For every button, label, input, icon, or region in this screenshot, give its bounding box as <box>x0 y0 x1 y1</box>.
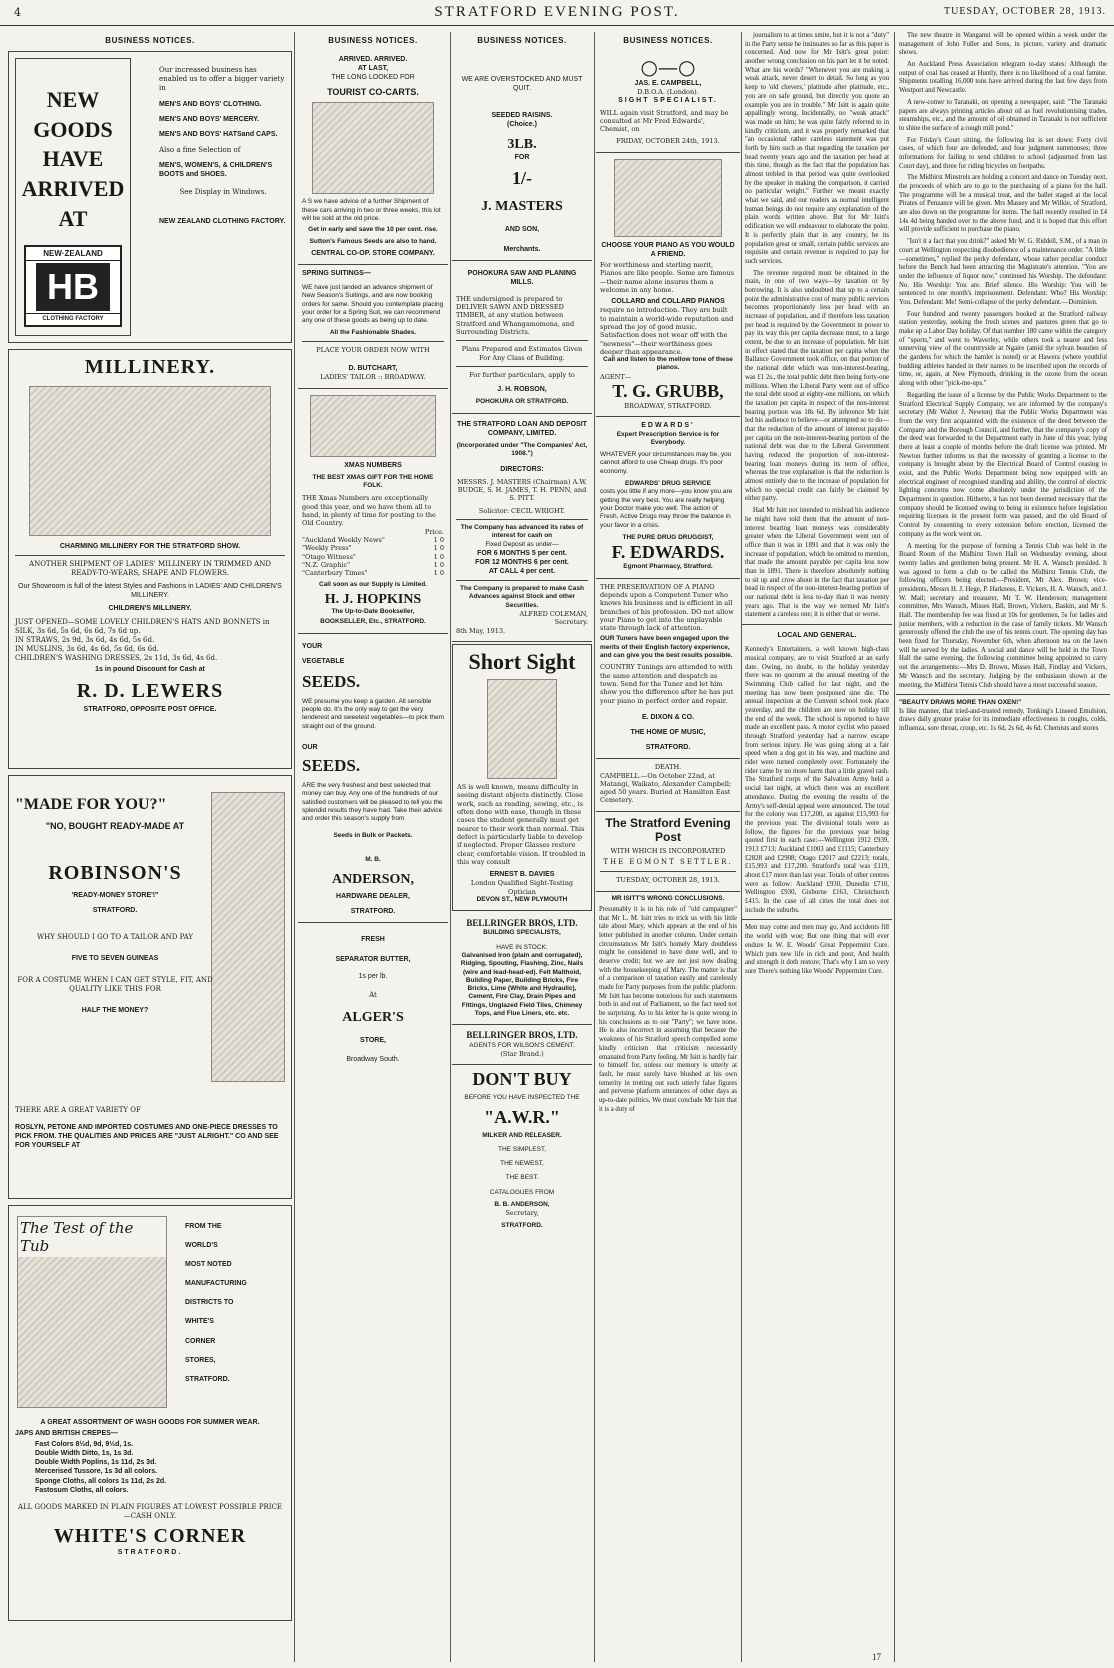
edwards-body: WHATEVER your circumstances may be, you cannot afford to use Cheap drugs. It's poor economy. <box>600 451 732 475</box>
preservation-body: THE PRESERVATION OF A PIANO depends upon a Competent Tuner who knows his business and is efficient in all branches of his profession. DO not allow your Piano to get into the unplayable state through lack of attention. <box>600 582 734 633</box>
nz-also: Also a fine Selection of <box>159 146 241 155</box>
death-body: CAMPBELL.—On October 22nd, at Matangi, Waikato, Alexander Campbell; aged 50 years. Buried at Hamilton East Cemetery. <box>600 771 732 805</box>
whites-line: Double Width Ditto, 1s, 1s 3d. <box>35 1450 134 1458</box>
collard-title: COLLARD and COLLARD PIANOS <box>611 298 725 306</box>
bellringer-sub: BUILDING SPECIALISTS, <box>483 929 561 937</box>
may-date: 8th May, 1913. <box>456 626 506 635</box>
bellringer-name: BELLRINGER BROS, LTD. <box>466 918 578 929</box>
nz-clothing-ad <box>8 51 292 343</box>
robinson-q: FOR A COSTUME WHEN I CAN GET STYLE, FIT, AND QUALITY LIKE THIS FOR <box>17 975 213 993</box>
whites-right: CORNER <box>185 1337 216 1345</box>
millinery-line: Our Showroom is full of the latest Styles and Fashions in LADIES' AND CHILDREN'S MILLINERY. <box>18 583 282 600</box>
nz-intro: Our increased business has enabled us to offer a bigger variety in <box>159 66 285 93</box>
price-row <box>302 569 444 577</box>
pohokura-body: THE undersigned is prepared to DELIVER SAWN AND DRESSED TIMBER, at any station between Stratford and Whangamomona, and Surrounding Districts. <box>456 294 575 337</box>
price-title: "Weekly Press" <box>302 544 352 553</box>
section-header: BUSINESS NOTICES. <box>328 36 418 45</box>
whites-right: STRATFORD. <box>185 1375 230 1383</box>
price-title: "Auckland Weekly News" <box>302 536 385 545</box>
price-row <box>302 544 444 552</box>
editorial-article <box>596 892 740 1115</box>
column-rule <box>594 32 595 1662</box>
pohokura-title: POHOKURA SAW AND PLANING MILLS. <box>467 269 577 286</box>
robinson-name: ROBINSON'S <box>48 862 182 885</box>
carts-get: Get in early and save the 10 per cent. rise. <box>308 226 438 234</box>
lewers-name: R. D. LEWERS <box>76 680 224 703</box>
price-value: 1 0 <box>433 560 444 569</box>
star-brand: (Star Brand.) <box>500 1049 544 1058</box>
tuners-text: OUR Tuners have been engaged upon the merits of their English factory experience, and can give you the best results possible. <box>600 635 733 660</box>
bellringer-name-2: BELLRINGER BROS, LTD. <box>466 1030 578 1041</box>
home-music: THE HOME OF MUSIC, <box>630 729 706 737</box>
column-rule <box>450 32 451 1662</box>
place-text: PLACE YOUR ORDER NOW WITH <box>316 346 430 355</box>
lend-text: The Company is prepared to make Cash Advances against Stock and other Securities. <box>460 585 584 609</box>
robinson-ad <box>8 775 292 1199</box>
column-4 <box>596 32 740 1662</box>
section-header: BUSINESS NOTICES. <box>477 36 567 45</box>
seeds-ad <box>298 634 448 924</box>
nz-item: MEN'S AND BOYS' CLOTHING. <box>159 101 262 109</box>
grubb-sub: BROADWAY, STRATFORD. <box>624 402 712 411</box>
logo-bottom-text: CLOTHING FACTORY <box>26 313 120 324</box>
butchart-name: D. BUTCHART, <box>348 365 398 373</box>
directors-title: DIRECTORS: <box>500 465 544 473</box>
people-illustration <box>310 395 436 457</box>
spring-title: SPRING SUITINGS— <box>302 270 371 278</box>
seeds-big: SEEDS. <box>302 671 361 691</box>
davies-sub: London Qualified Sight-Testing Optician <box>470 879 574 896</box>
fedwards-name: F. EDWARDS. <box>611 542 725 563</box>
spring-suitings-ad <box>298 265 448 389</box>
loan-ad <box>452 414 592 642</box>
campbell-dboa: D.B.O.A. (London). <box>637 88 699 97</box>
price-title: "Canterbury Times" <box>302 569 368 578</box>
mellow-text: Call and listen to the mellow tone of these pianos. <box>603 356 733 372</box>
xmas-title: XMAS NUMBERS <box>344 461 402 469</box>
co-carts-ad <box>298 51 448 265</box>
campbell-body: WILL again visit Stratford, and may be consulted at Mr Fred Edwards', Chemist, on <box>600 108 729 134</box>
davies-name: ERNEST B. DAVIES <box>489 871 555 879</box>
short-sight-ad <box>452 644 592 911</box>
spectacles-icon: ○—○ <box>640 55 696 79</box>
robinson-headline: "MADE FOR YOU?" <box>15 796 167 813</box>
bulk-text: Seeds in Bulk or Packets. <box>333 831 413 839</box>
piano-illustration <box>614 159 722 237</box>
price-value: 1 0 <box>433 544 444 553</box>
peppermint-cure-verse: Men may come and men may go, And accidents fill the world with woe; But one thing that will ever endure Is W. E. Woods' Great Peppermint Cure. Which puts new life in rich and poor, And health and strength it doth restore; That's why I am so very sure There's nothing like Woods' Peppermint Cure. <box>745 924 889 975</box>
news-paragraph: The Midhirst Minstrels are holding a concert and dance on Tuesday next, the proceeds of which are to go to the purchasing of a piano for the hall. The programme will be a musical treat, and the ballet staged at the local Pirates of Penzance will be given. Mrs Massey and Mr Wilkie, of Stratford, are also down on the programme for items. The hall recently resulted in £4 14s 4d being handed over to the above fund, and it is hoped that this effort will provide sufficient to purchase the piano. <box>899 174 1107 234</box>
rate-line: AT CALL 4 per cent. <box>488 568 556 576</box>
robinson-body: ROSLYN, PETONE AND IMPORTED COSTUMES AND ONE-PIECE DRESSES TO PICK FROM. THE QUALITIES AND PRICES ARE "JUST ALRIGHT." CO AND SEE FOR YOURSELF AT <box>15 1124 279 1150</box>
fixed-text: Fixed Deposit as under— <box>485 540 559 548</box>
paper-name: The Stratford Evening Post <box>605 815 731 844</box>
section-header: BUSINESS NOTICES. <box>105 36 195 45</box>
whites-line: Double Width Poplins, 1s 11d, 2s 3d. <box>35 1459 157 1467</box>
nz-items <box>159 101 287 138</box>
anderson-town: STRATFORD. <box>350 908 396 916</box>
butter-ad <box>298 923 448 1070</box>
man-portrait-illustration <box>487 679 557 779</box>
loan-incorp: (Incorporated under "The Companies' Act, 1908.") <box>456 441 588 458</box>
nz-display: See Display in Windows. <box>179 187 267 196</box>
secretary-text: Secretary. <box>554 618 588 627</box>
edwards-body-2: costs you little if any more—you know you are getting the very best. You are really helping your Doctor make you well. The action of Fresh, Active Drugs may throw the balance in your favor in a crisis. <box>600 488 733 529</box>
best-text: THE BEST. <box>505 1174 539 1182</box>
whites-right: MANUFACTURING <box>185 1280 247 1288</box>
whites-ad <box>8 1205 292 1621</box>
merchants-text: Merchants. <box>503 245 541 253</box>
price-row <box>302 561 444 569</box>
lady-costume-illustration <box>211 792 285 1082</box>
store-text: STORE, <box>360 1036 386 1044</box>
beauty-body: Is like manner, that tried-and-trusted remedy, Tonking's Linseed Emulsion, draws daily greater praise for its immediate effectiveness in coughs, colds, influenza, sore throat, croup, etc. 1s 6d, 2s 6d, 4s 6d. Chemists and stores <box>899 707 1107 732</box>
whites-name: WHITE'S CORNER <box>53 1524 247 1547</box>
further-text: For further particulars, apply to <box>469 371 575 380</box>
section-header: BUSINESS NOTICES. <box>623 36 713 45</box>
news-paragraph: "Isn't it a fact that you drink?" asked Mr W. G. Riddell, S.M., of a man in court at Wellington respecting disobedience of a maintenance order. "A little—sometimes," replied the perky defendant, whose rather peculiar conduct before the Bench had been attracting the Magistrate's attention. "You are under the influence of liquor now," continued his Worship. The defendant: No. His Worship: You are. Brief silence. His Worship: You will be sentenced to one month's imprisonment. Defendant: Who? His Worship: You. Defendant: Me! Semi-collapse of the perky defendant.—Dominion. <box>899 238 1107 306</box>
broadway-text: Broadway South. <box>346 1055 400 1063</box>
campbell-name: JAS. E. CAMPBELL, <box>634 80 702 87</box>
grubb-name: T. G. GRUBB, <box>612 381 724 402</box>
whites-right: DISTRICTS TO <box>185 1299 234 1307</box>
article-continued <box>742 32 892 620</box>
dixon-name: E. DIXON & CO. <box>641 713 695 721</box>
campbell-ad <box>596 51 740 153</box>
xmas-body: THE Xmas Numbers are exceptionally good this year, and we have them all to hand, in plenty of time for posting to the Old Country. <box>302 494 436 528</box>
loan-title: THE STRATFORD LOAN AND DEPOSIT COMPANY, LIMITED. <box>457 420 587 437</box>
price-text: 1/- <box>512 168 532 189</box>
price-header: Price. <box>424 527 444 536</box>
davies-address: DEVON ST., NEW PLYMOUTH <box>476 895 568 903</box>
carts-title: TOURIST CO-CARTS. <box>327 87 419 98</box>
at-text: At <box>369 990 377 999</box>
robinson-q: HALF THE MONEY? <box>81 1006 149 1014</box>
catalogues-text: CATALOGUES FROM <box>489 1188 555 1196</box>
whites-jap: JAPS AND BRITISH CREPES— <box>15 1430 118 1438</box>
millinery-illustration <box>29 386 271 536</box>
local-general-body: Kennedy's Entertainers, a well known high-class musical company, are to visit Stratford at an early date. Owing, no doubt, to the holiday yesterday there was no quorum at the annual meeting of the Swimming Club called for last night, and the meeting has now been postponed sine die. The annual inspection at the Convent school took place yesterday, and the children are now on holiday till the end of the week. The school is reported to have made an excellent pass. A motor cyclist who passed through Stratford yesterday had a narrow escape from serious injury. He was going along at a fair speed when a dog got in his way, and machine and rider were turned completely over. Fortunately the rider came by no more harm than a little gravel rash. The Stratford corps of the Salvation Army held a social last night, at which there was an excellent attendance. During the evening the results of the Army's self-denial appeal were announced. The total for the colony was £17,200, as against £15,993 for the previous year. The divisional totals were as follow, the figures for the previous year being quoted first in each case:—Wellington 1912 £939, 1913 £713; Auckland £1003 and £1115; Canterbury £2828 and £2908; Otago £2017 and £2213; totals, £15,993 and £17,200. Stratford's total was £119, about £17 more than last year. Totals of other centres were as follow: Auckland £930, Dunedin £710, Wellington £930, Gisborne £163, Christchurch £415. In the case of all cities the total does not include the suburbs. <box>745 646 889 914</box>
whites-right: MOST NOTED <box>185 1261 232 1269</box>
call-text: Call soon as our Supply is Limited. <box>319 580 427 588</box>
beauty-title: "BEAUTY DRAWS MORE THAN OXEN!" <box>899 699 1022 707</box>
local-general-title: LOCAL AND GENERAL. <box>777 632 857 640</box>
pure-druggist: THE PURE DRUG DRUGGIST, <box>622 533 714 541</box>
bellringer-ad <box>452 913 592 1025</box>
stock-title: HAVE IN STOCK: <box>496 943 548 951</box>
millinery-sub: CHILDREN'S MILLINERY. <box>108 605 192 613</box>
stock-list: Galvanised Iron (plain and corrugated), Ridging, Spouting, Flashing, Zinc, Nails (wire and lead-head-ed). Felt Malthoid, Building Paper, Building Bricks, Fire Bricks, Lime (White and Hydraulic), Cement, Fire Clay, Drain Pipes and Fittings, Unglazed Field Tiles, Chimney Tops, and Flue Liners, etc. etc. <box>460 951 584 1018</box>
whites-line: Fastosum Cloths, all colors. <box>35 1486 129 1494</box>
bellringer-sub-2: AGENTS FOR WILSON'S CEMENT. <box>469 1041 575 1049</box>
page-mark: 4 <box>14 6 21 19</box>
ba-secretary: Secretary, <box>505 1209 539 1218</box>
page-number: 17 <box>872 1652 881 1662</box>
millinery-line: IN MUSLINS, 3s 6d, 4s 6d, 5s 6d, 6s 6d. <box>15 644 159 653</box>
millinery-line: ANOTHER SHIPMENT OF LADIES' MILLINERY IN TRIMMED AND READY-TO-WEARS, SHAPE AND FLOWERS. <box>29 560 271 578</box>
news-paragraph: Regarding the issue of a license by the Public Works Department to the Stratford Electrical Supply Company, we are informed by the company's secretary (Mr Walter J. Newton) that the Public Works Department was from the very first acquainted with the existence of the deed between the Company and the Borough Council, and further, that the company's copy of the deed was forwarded to the Department early in June of this year, lying there at least a couple of months before the draft license was printed. Mr Newton further informs us that the necessity of granting a license to the company is brought about by the Electrical Board of Control ceasing to exist, and the Public Works Department being now equipped with an electrical engineer of recognised standing and ability, the control of electric lighting concerns now come absolutely under the jurisdiction of the Department in question. Hitherto, it has not been deemed necessary that the company should be licensed owing to being in existence before legislation requiring licenses in the present form was passed, and the old Board of Control by consenting to every extension before erection, licensed the company as the work went on. <box>899 391 1107 538</box>
butchart-sub: LADIES' TAILOR :: BROADWAY. <box>320 373 426 382</box>
carts-body: A S we have advice of a further Shipment of these cars arriving in two or three weeks, this lot will be sold at the old price. <box>302 198 441 223</box>
vegetable-text: VEGETABLE <box>302 657 345 665</box>
column-2 <box>298 32 448 1662</box>
millinery-title: MILLINERY. <box>84 356 216 378</box>
our-body: ARE the very freshest and best selected that money can buy. Any one of the hundreds of our satisfied customers will be pleased to tell you the splendid results they have had. Take their advice and order this season's supply from <box>302 782 443 823</box>
veg-body: WE presume you keep a garden. All sensible people do. It's the only way to get the very tenderest and sweetest vegetables—to pick them straight out of the ground. <box>302 697 444 730</box>
price-title: "Otago Witness" <box>302 552 356 561</box>
column-1 <box>8 32 292 1662</box>
nz-logo <box>24 245 122 327</box>
masters-name: J. MASTERS <box>481 199 563 215</box>
column-rule <box>294 32 295 1662</box>
edwards-title: EDWARDS' <box>641 422 695 430</box>
whites-line: Mercerised Tussore, 1s 3d all colors. <box>35 1468 158 1476</box>
spring-body: WE have just landed an advance shipment of New Season's Suitings, and are now booking orders for same. Should you contemplate placing your order for a Spring Suit, we can recommend any one of these goods as being up to date. <box>302 284 444 325</box>
masters-sub: AND SON, <box>504 226 540 234</box>
millinery-line: CHILDREN'S WASHING DRESSES, 2s 11d, 3s 6d, 4s 6d. <box>15 653 218 662</box>
advanced-text: The Company has advanced its rates of interest for cash on <box>460 523 584 540</box>
before-text: BEFORE YOU HAVE INSPECTED THE <box>464 1094 580 1102</box>
xmas-gift: THE BEST XMAS GIFT FOR THE HOME FOLK. <box>312 473 434 490</box>
hopkins-sub: The Up-to-Date Bookseller, <box>331 607 415 615</box>
seeded-text: SEEDED RAISINS. <box>491 112 553 120</box>
whites-right: STORES, <box>185 1356 216 1364</box>
lbs-text: 3LB. <box>507 137 537 153</box>
perlb-text: 1s per lb. <box>358 972 388 980</box>
coleman-name: ALFRED COLEMAN, <box>519 610 588 619</box>
mb-text: M. B. <box>365 855 381 863</box>
article-title: MR ISITT'S WRONG CONCLUSIONS. <box>611 894 725 902</box>
column-rule <box>894 32 895 1662</box>
newspaper-title: STRATFORD EVENING POST. <box>434 4 680 20</box>
our-text: OUR <box>302 743 318 751</box>
campbell-sight: SIGHT SPECIALIST. <box>618 97 718 105</box>
hopkins-name: H. J. HOPKINS <box>324 591 422 607</box>
atlast-text: AT LAST, <box>357 65 389 73</box>
arrived-text: ARRIVED. ARRIVED. <box>338 56 408 63</box>
robinson-reply: "NO, BOUGHT READY-MADE AT <box>45 821 185 831</box>
milker-text: MILKER AND RELEASER. <box>482 1131 562 1139</box>
robinson-body: THERE ARE A GREAT VARIETY OF <box>15 1106 141 1114</box>
dixon-town: STRATFORD. <box>645 744 691 752</box>
whites-script-title: The Test of the Tub <box>18 1217 166 1257</box>
whites-line: Sponge Cloths, all colors 1s 11d, 2s 2d. <box>35 1477 167 1485</box>
cement-ad <box>452 1025 592 1065</box>
seeds-note: Sutton's Famous Seeds are also to hand. <box>309 237 437 245</box>
robinson-sub: 'READY-MONEY STORE'!" <box>71 892 159 900</box>
solicitor-text: Solicitor: CECIL WRIGHT. <box>478 506 566 515</box>
article-body: Presumably it is in his role of "old campaigner" that Mr L. M. Isitt tries to trick us with his little tale about Mary, which appears at the end of his letter published in another column. Under certain circumstances Mr Isitt's homely Mary doubtless might be considered to have done well, and to deserve credit; but we are not just now dealing with the housekeeping of Mary. The matter is that of a comparison of taxation easily and carelessly made for Party purposes from the public platform. Mr Isitt has become notorious for such statements both in and out of Parliament, so the fact need not be surprising. As to his letter he is quite wrong in his conclusions as to our "Party"; we have none. He is also incorrect in assuming that because the weakness of his Stratford speech compelled some kindly criticism that criticism necessarily emanated from Party feeling. Mr Isitt is hardly fair to himself for, unless our memory is utterly at fault, he must surely have blushed at his own temerity in trotting out such utterly false figures and perverse platform utterances of other days as up-to-date politics. We must conclude Mr Isitt that it is a duty of <box>599 905 737 1113</box>
agent-text: AGENT— <box>600 372 632 381</box>
news-paragraph: For Friday's Court sitting, the following list is set down: Forty civil cases, of which four are defended, and four judgment summonses; three informations for failing to send children to school (adjourned from last Court day), and three for riding bicycles on footpaths. <box>899 136 1107 170</box>
awr-ad <box>452 1065 592 1236</box>
alger-name: ALGER'S <box>342 1009 404 1025</box>
article-paragraph: journalism to at times smite, but it is not a "duty" in the Party sense he insinuates so far as this paper is concerned. And now for Mr Isitt's great point: another wrong conclusion on his part let it be noted. What are his words? "Whenever you are making a weak attack, never desert to detail. So long as you keep to 'old chevers,' platitude after platitude, etc., you are on safe ground, but directly you quote an example you are in trouble." Mr Isitt is again quite appallingly wrong. Incidentally, no "weak attack" was made on him; he was quite fairly referred to in kindly criticism, and it was properly remarked that "an occasional rather careless statement was put forth by him such as that regarding the taxation per head twenty years ago and the taxation per head at this time, though as the fact that the population has almost trebled in that period was quite overlooked by the speaker in making the comparison, it carried no particular weight." Further we meant exactly what we said, and our readers as normal intelligent human beings do not require any explanation of the plain words written above. But for Mr Isitt's edification we will endeavour to elaborate the point. It is perfectly plain that in any country, be its population great or small, certain public services are requisite and certain revenue is required to pay for such services. <box>745 32 889 265</box>
column-3 <box>452 32 592 1662</box>
millinery-line: JUST OPENED—SOME LOVELY CHILDREN'S HATS AND BONNETS in SILK, 3s 6d, 5s 6d, 6s 6d, 7s 6d up. <box>15 617 270 635</box>
ba-name: B. B. ANDERSON, <box>494 1201 550 1209</box>
millinery-line: IN STRAWS, 2s 9d, 3s 6d, 4s 6d, 5s 6d. <box>15 635 155 644</box>
editorial-banner <box>596 812 740 892</box>
fedwards-sub: Egmont Pharmacy, Stratford. <box>623 563 713 571</box>
overstocked-text: WE ARE OVERSTOCKED AND MUST QUIT. <box>461 76 583 93</box>
news-paragraph: A meeting for the purpose of forming a Tennis Club was held in the Board Room of the Midhirst Town Hall on Wednesday evening, about twenty ladies and gentlemen being present. Mr H. A. Wansch presided. It was agreed to form a club to be called the Midhirst Tennis Club, the following officers being elected:—President, Mr Alex. Brown; vice-presidents, Messrs H. J. Hege, P. Harkness, E. Vickers, H. A. Wansch, and J. W. Mail; secretary and treasurer, Mr T. W. Henderson; management committee, Mrs Wansch, Misses Hall, Brown, Vickers, Baskin, and Mr S. Hall. The membership fee was fixed at 10s for gentlemen, 5s for ladies and junior members, with a reduction in the case of family tickets. Mr Wansch generously offered the club the use of his tennis court. The opening day has been fixed for Thursday, November 6th, when afternoon tea on the lawn will be served by the ladies. A social and dance will be held in the Town Hall the same evening, the following committee being appointed to carry out the arrangements:—Mrs D. Brown, Misses Hall, Findlay and Vickers, Mr Wansch and the secretary. Judging by the enthusiasm shown at the meeting, the Midhirst Tennis Club should have a most successful season. <box>899 542 1107 689</box>
masthead <box>0 0 1114 26</box>
nz-item: MEN'S AND BOYS' MERCERY. <box>159 116 260 124</box>
simplest-text: THE SIMPLEST, <box>497 1145 547 1153</box>
incorporated-text: WITH WHICH IS INCORPORATED <box>610 846 726 855</box>
whites-right: WHITE'S <box>185 1318 214 1326</box>
nz-headline: NEW GOODS HAVE ARRIVED AT <box>21 87 125 231</box>
whites-right: FROM THE <box>185 1223 222 1230</box>
millinery-ad <box>8 349 292 769</box>
rate-line: FOR 6 MONTHS 5 per cent. <box>477 549 567 557</box>
death-title: DEATH. <box>654 763 682 772</box>
piano-title: CHOOSE YOUR PIANO AS YOU WOULD A FRIEND. <box>601 241 735 258</box>
robinson-q: FIVE TO SEVEN GUINEAS <box>71 955 159 963</box>
washtub-illustration <box>17 1216 167 1408</box>
edwards-store: EDWARDS' DRUG SERVICE <box>625 480 711 488</box>
whites-marked: ALL GOODS MARKED IN PLAIN FIGURES AT LOWEST POSSIBLE PRICE—CASH ONLY. <box>17 1502 283 1520</box>
price-title: "N.Z. Graphic" <box>302 560 351 569</box>
hopkins-sub2: BOOKSELLER, Etc., STRATFORD. <box>320 618 426 626</box>
column-5 <box>742 32 892 1662</box>
robson-name: J. H. ROBSON, <box>497 386 547 394</box>
raisins-ad <box>452 51 592 261</box>
anderson-sub: HARDWARE DEALER, <box>336 893 410 901</box>
nz-item: MEN'S AND BOYS' HATSand CAPS. <box>159 131 278 139</box>
coop-name: CENTRAL CO-OP. STORE COMPANY. <box>311 249 435 257</box>
robinson-town: STRATFORD. <box>92 907 138 915</box>
awr-title: "A.W.R." <box>484 1106 560 1127</box>
pram-illustration <box>312 102 434 194</box>
collard-body: require no introduction. They are built to maintain a world-wide reputation and spread the joy of good music. Satisfaction does not wear off with the "newness"—their worthiness goes deeper than appearance. <box>600 306 734 356</box>
country-text: COUNTRY Tunings are attended to with the same attention and despatch as town. Send for the Tuner and let him show you the difference after he has put your piano in perfect order and repair. <box>600 663 734 705</box>
campbell-date: FRIDAY, OCTOBER 24th, 1913. <box>616 137 720 146</box>
price-value: 1 0 <box>433 536 444 545</box>
choice-text: (Choice.) <box>507 121 537 129</box>
separator-text: SEPARATOR BUTTER, <box>335 955 411 963</box>
edwards-ad <box>596 417 740 578</box>
price-row <box>302 536 444 544</box>
robinson-q: WHY SHOULD I GO TO A TAILOR AND PAY <box>36 933 194 942</box>
anderson-name: ANDERSON, <box>331 872 415 888</box>
issue-date: TUESDAY, OCTOBER 28, 1913. <box>944 6 1106 17</box>
piano-ad <box>596 153 740 418</box>
spring-shades: All the Fashionable Shades. <box>329 328 417 336</box>
millinery-discount: 1s in pound Discount for Cash at <box>95 666 205 674</box>
logo-top-text: NEW·ZEALAND <box>26 247 120 261</box>
editorial-date: TUESDAY, OCTOBER 28, 1913. <box>616 876 720 885</box>
for-text: FOR <box>514 154 530 162</box>
dixon-ad <box>596 579 740 760</box>
fresh-text: FRESH <box>361 936 385 944</box>
price-value: 1 0 <box>433 552 444 561</box>
rate-line: FOR 12 MONTHS 6 per cent. <box>475 558 569 566</box>
short-sight-body: AS is well known, means difficulty in seeing distant objects distinctly. Close work, such as reading, sewing, etc., is often done with ease, though in these cases the student generally must get nearer to their work than normal. This defect is particularly liable to develop if neglected. Proper Glasses restore clear, comfortable vision. If troubled in this way consult <box>457 783 586 866</box>
nz-footer: NEW ZEALAND CLOTHING FACTORY. <box>159 217 286 225</box>
robson-sub: POHOKURA OR STRATFORD. <box>475 398 569 406</box>
newest-text: THE NEWEST, <box>500 1160 544 1168</box>
piano-body: For worthiness and sterling merit, Pianos are like people. Some are famous—their name alone insures them a welcome in any home. <box>600 260 735 294</box>
whites-right: WORLD'S <box>185 1242 218 1250</box>
millinery-caption: CHARMING MILLINERY FOR THE STRATFORD SHOW. <box>59 543 241 550</box>
article-paragraph: Had Mr Isitt not intended to mislead his audience he might have told them that the amount of non-interest bearing loan moneys was considerably greater when the Liberal Government went out of office than it was in 1891 and that it was only the increase of population, which he omitted to mention, that made the amount payable per capita less now than in 1891. There is therefore absolutely nothing to sit up and crow about in the fact that taxation per head in respect of the non-interest-bearing portion of our national debt is less to-day than it was twenty years ago. That is the way we termed Mr Isitt's statement a careless one; it is either that or worse. <box>745 507 889 619</box>
news-paragraph: Four hundred and twenty passengers booked at the Stratford railway station yesterday, seeking the fresh scenes and pastures green that go to make up a Labor Day holiday. Of that number 180 came within the category of "sports," and went to Waverley, while others took a nearer and less unnerving view of the countryside at Ngaire (amid the sylvan beauties of the gardens for which the hamlet is noted) or at Hawera (where youthful budding athletes handed in their names to be inscribed upon the records of time, or, again, at New Plymouth, drinking in the ozone from the ocean along with other "pick-me-ups." <box>899 310 1107 388</box>
whites-assort: A GREAT ASSORTMENT OF WASH GOODS FOR SUMMER WEAR. <box>40 1419 260 1426</box>
news-paragraph: A new-comer to Taranaki, on opening a newspaper, said: "The Taranaki papers are always printing articles about oil as fuel revolutionising trades, steamships, etc., and the amount of oil obtained in Taranaki is not sufficient to shine the surface of a rough mill pond." <box>899 98 1107 132</box>
whites-line: Fast Colors 8½d, 9d, 9½d, 1s. <box>35 1441 134 1449</box>
price-row <box>302 553 444 561</box>
xmas-ad <box>298 389 448 634</box>
your-text: YOUR <box>302 642 323 650</box>
short-sight-title: Short Sight <box>468 649 576 674</box>
dont-buy-title: DON'T BUY <box>472 1069 572 1090</box>
settler-text: THE EGMONT SETTLER. <box>603 858 733 867</box>
local-news <box>896 32 1110 690</box>
price-value: 1 0 <box>433 569 444 578</box>
death-notice <box>596 759 740 812</box>
edwards-expert: Expert Prescription Service is for Everybody. <box>616 430 720 446</box>
long-text: THE LONG LOOKED FOR <box>331 74 415 82</box>
lewers-address: STRATFORD, OPPOSITE POST OFFICE. <box>83 706 217 714</box>
news-paragraph: An Auckland Press Association telegram to-day states: Although the output of coal has ceased at Huntly, there is no likelihood of a coal famine. Shipments totalling 16,000 tons have arrived during the last few days from Westport and Newcastle. <box>899 61 1107 95</box>
news-paragraph: The new theatre in Wanganui will be opened within a week under the management of John Fuller and Sons, in picture, variety and dramatic shows. <box>899 32 1107 57</box>
ba-town: STRATFORD. <box>501 1221 543 1229</box>
logo-main-text: HB <box>36 263 110 311</box>
nz-also-items: MEN'S, WOMEN'S, & CHILDREN'S BOOTS and SHOES. <box>159 162 273 179</box>
column-6 <box>896 32 1110 1662</box>
seeds-big-2: SEEDS. <box>302 756 361 776</box>
article-paragraph: The revenue required must be obtained in the main, in one of two ways—by taxation or by borrowing. It is also undoubted that up to a certain point the administrative cost of many public services becomes proportionately less per head with an increase of population, and if therefore less taxation per head is required by the Government in power to pay its way this per capita decrease must, to a large extent, be due to an increase of population. Mr Isitt in effect stated that the taxation per capita when the Ballance Government took office, on that portion of the national debt which was non-interest-bearing, was £1 2s., the total public debt then being forty-one millions. When the Liberal Party went out of office the total debt stood at eighty-one millions, on which the taxation per capita in respect of the non-interest bearing portion was 18s 6d. By inference Mr Isitt led his audience to believe—or attempted so to do—that the reduction of the amount of interest payable per capita on the non-interest-bearing portion of the national debt was due to the Liberal Government having reduced the proportion of non-interest-bearing loan moneys during its term of office, whereas the true explanation is that the reduction is almost entirely due to the increase of population for which no special credit can fairly be claimed by either party. <box>745 269 889 503</box>
directors-list: MESSRS. J. MASTERS (Chairman) A.W. BUDGE, S. H. JAMES, T. H. PENN, and S. PITT. <box>457 477 587 503</box>
pohokura-ad <box>452 261 592 414</box>
plans-text: Plans Prepared and Estimates Given For Any Class of Building. <box>461 345 583 362</box>
whites-town: STRATFORD. <box>117 1548 183 1556</box>
